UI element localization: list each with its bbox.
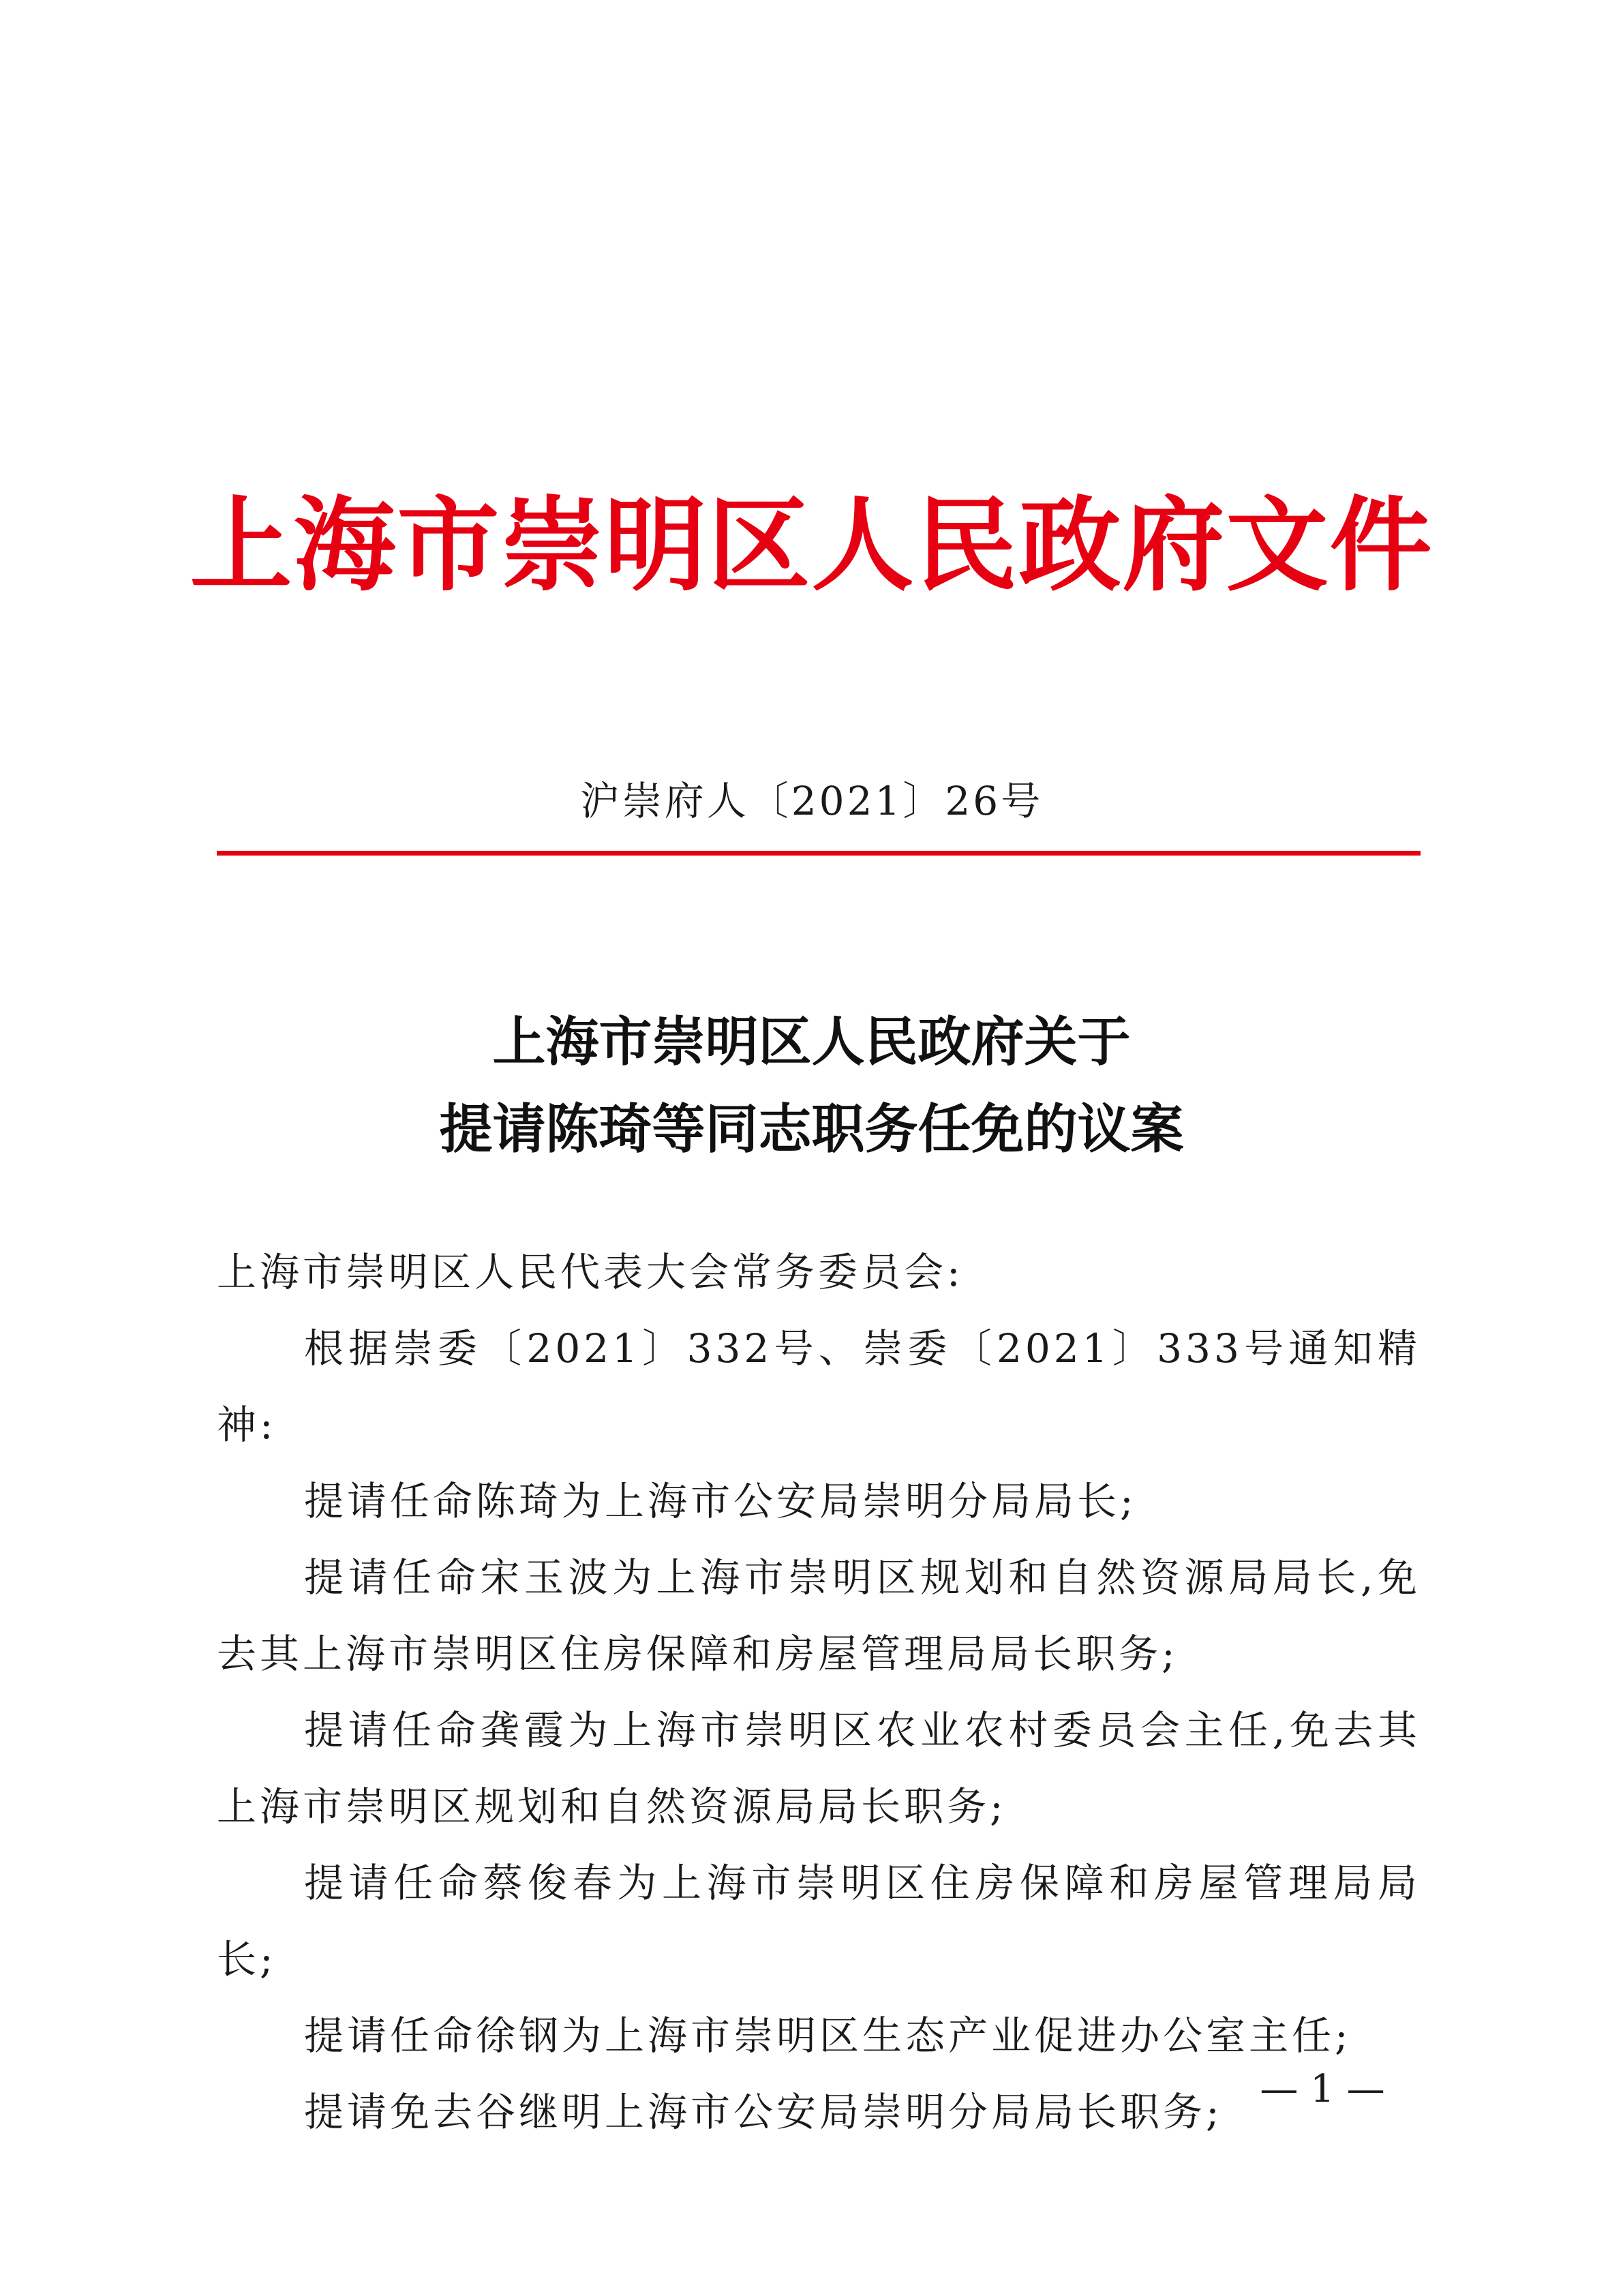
paragraph-basis: 根据崇委〔2021〕332号、崇委〔2021〕333号通知精神:: [217, 1325, 1421, 1448]
document-body: [217, 1234, 1421, 2150]
paragraph-appointment-xu-gang: 提请任命徐钢为上海市崇明区生态产业促进办公室主任;: [304, 2012, 1352, 2059]
document-title: [0, 999, 1623, 1173]
paragraph-appointment-gong-xia: 提请任命龚霞为上海市崇明区农业农村委员会主任,免去其上海市崇明区规划和自然资源局局长职务;: [217, 1707, 1421, 1830]
document-number: 沪崇府人〔2021〕26号: [579, 778, 1044, 824]
red-divider-line: [217, 851, 1421, 856]
paragraph-appointment-chen-qi: 提请任命陈琦为上海市公安局崇明分局局长;: [304, 1478, 1137, 1524]
page-number: — 1 —: [1260, 2067, 1385, 2111]
document-title-line-1: 上海市崇明区人民政府关于: [492, 1011, 1131, 1073]
paragraph-removal-gu-jiming: 提请免去谷继明上海市公安局崇明分局局长职务;: [304, 2089, 1223, 2135]
salutation: 上海市崇明区人民代表大会常务委员会:: [217, 1249, 964, 1295]
document-title-line-2: 提请陈琦等同志职务任免的议案: [439, 1098, 1184, 1160]
paragraph-appointment-cai-junchun: 提请任命蔡俊春为上海市崇明区住房保障和房屋管理局局长;: [217, 1860, 1421, 1982]
paragraph-appointment-song-yubo: 提请任命宋玉波为上海市崇明区规划和自然资源局局长,免去其上海市崇明区住房保障和房屋管理局局长职务;: [217, 1554, 1421, 1677]
issuer-title: 上海市崇明区人民政府文件: [189, 485, 1434, 605]
